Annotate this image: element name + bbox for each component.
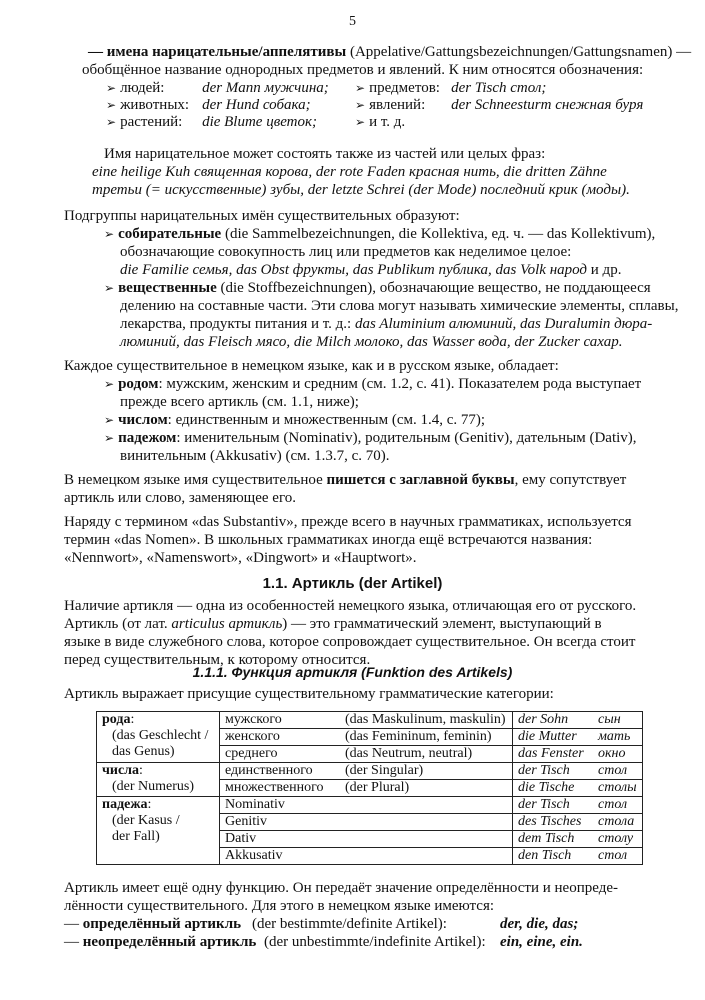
number-line-text: : единственным и множественным (см. 1.4, с. 77); bbox=[167, 412, 486, 428]
table-example-ru: стол bbox=[598, 763, 628, 778]
material-line3a: лекарства, продукты питания и т. д.: bbox=[120, 316, 355, 332]
terms-line2: термин «das Nomen». В школьных грамматиках иногда ещё встречаются названия: bbox=[64, 532, 593, 548]
phrases-line2 bbox=[92, 182, 630, 199]
table-category-subtitle: (der Numerus) bbox=[112, 779, 195, 794]
appellative-item-example: der Hund собака; bbox=[202, 97, 311, 113]
article-line4: перед существительным, к которому относится. bbox=[64, 652, 371, 668]
arrow-bullet-icon: ➢ bbox=[104, 281, 115, 295]
table-example-cell bbox=[513, 729, 643, 746]
article-line1: Наличие артикля — одна из особенностей немецкого языка, отличающая его от русского. bbox=[64, 598, 637, 614]
table-example-ru: стола bbox=[598, 814, 635, 829]
gender-line2: прежде всего артикль (см. 1.1, ниже); bbox=[120, 394, 359, 410]
material-line1-text: (die Stoffbezeichnungen), обозначающие вещество, не поддающееся bbox=[216, 280, 651, 296]
case-term: падежом bbox=[118, 430, 177, 446]
table-form-cell bbox=[220, 712, 513, 729]
section-heading-1-1: 1.1. Артикль (der Artikel) bbox=[262, 575, 443, 592]
table-example-ru: мать bbox=[598, 729, 631, 744]
table-category-subtitle: (der Kasus / bbox=[112, 813, 180, 828]
table-category-cell bbox=[97, 712, 220, 763]
table-example-cell bbox=[513, 763, 643, 780]
arrow-bullet-icon: ➢ bbox=[106, 115, 117, 129]
material-line4-text: люминий, das Fleisch мясо, die Milch молоко, das Wasser вода, der Zucker сахар. bbox=[120, 334, 623, 350]
collective-line1-text: (die Sammelbezeichnungen, die Kollektiva, ед. ч. — das Kollektivum), bbox=[221, 226, 656, 242]
collective-line2: обозначающие совокупность лиц или предметов как неделимое целое: bbox=[120, 244, 572, 260]
table-form-cell bbox=[220, 814, 513, 831]
definite-article-row bbox=[64, 916, 241, 933]
arrow-bullet-icon: ➢ bbox=[104, 413, 115, 427]
table-example-ru: стол bbox=[598, 797, 628, 812]
definite-term: определённый артикль bbox=[82, 916, 242, 932]
table-form-cell bbox=[220, 831, 513, 848]
table-example-cell bbox=[513, 746, 643, 763]
collective-examples bbox=[120, 262, 621, 279]
indefinite-de: (der unbestimmte/indefinite Artikel): bbox=[264, 934, 486, 950]
gender-line1 bbox=[104, 376, 641, 393]
material-line4 bbox=[120, 334, 623, 351]
case-line2: винительным (Akkusativ) (см. 1.3.7, с. 70). bbox=[120, 448, 390, 464]
appellative-item bbox=[106, 114, 329, 131]
appellative-item bbox=[355, 80, 643, 97]
arrow-bullet-icon: ➢ bbox=[355, 81, 366, 95]
page-number: 5 bbox=[349, 14, 356, 29]
definite-forms bbox=[500, 916, 578, 933]
table-form-ru: Nominativ bbox=[225, 797, 285, 812]
article-line3: языке в виде служебного слова, которое сопровождает существительное. Он всегда стоит bbox=[64, 634, 636, 650]
subgroups-intro: Подгруппы нарицательных имён существительных образуют: bbox=[64, 208, 460, 224]
table-example-cell bbox=[513, 848, 643, 865]
table-category-colon: : bbox=[139, 763, 143, 778]
table-example-cell bbox=[513, 712, 643, 729]
table-category-subtitle: der Fall) bbox=[112, 829, 160, 844]
phrases-line1-text: eine heilige Kuh священная корова, der rote Faden красная нить, die dritten Zähne bbox=[92, 164, 607, 180]
material-line3b: das Aluminium алюминий, das Duralumin дюра- bbox=[354, 316, 653, 332]
appellative-items-left bbox=[106, 80, 329, 131]
table-example-cell bbox=[513, 814, 643, 831]
table-form-ru: среднего bbox=[225, 746, 278, 761]
table-example-de: der Sohn bbox=[518, 712, 569, 727]
table-example-ru: столы bbox=[598, 780, 637, 795]
table-example-ru: стол bbox=[598, 848, 628, 863]
table-category-name: падежа bbox=[102, 797, 148, 812]
table-form-ru: мужского bbox=[225, 712, 282, 727]
arrow-bullet-icon: ➢ bbox=[104, 377, 115, 391]
categories-intro: Каждое существительное в немецком языке, как и в русском языке, обладает: bbox=[64, 358, 559, 374]
function-intro: Артикль выражает присущие существительному грамматические категории: bbox=[64, 686, 554, 702]
case-line1-text: : именительным (Nominativ), родительным (Genitiv), дательным (Dativ), bbox=[176, 430, 637, 446]
table-row bbox=[97, 763, 643, 780]
table-example-de: der Tisch bbox=[518, 763, 570, 778]
definite-de: (der bestimmte/definite Artikel): bbox=[252, 916, 447, 932]
table-form-ru: Dativ bbox=[225, 831, 257, 846]
appellative-item bbox=[355, 114, 643, 131]
terms-line1: Наряду с термином «das Substantiv», прежде всего в научных грамматиках, используется bbox=[64, 514, 632, 530]
table-example-de: dem Tisch bbox=[518, 831, 575, 846]
table-form-de: (das Femininum, feminin) bbox=[345, 729, 492, 744]
table-example-de: des Tisches bbox=[518, 814, 582, 829]
table-form-cell bbox=[220, 729, 513, 746]
appellative-item-example: die Blume цветок; bbox=[202, 114, 318, 130]
table-example-de: der Tisch bbox=[518, 797, 570, 812]
material-line3 bbox=[120, 316, 652, 333]
appellative-item-example: der Schneesturm снежная буря bbox=[451, 97, 644, 113]
capital-line2: артикль или слово, заменяющее его. bbox=[64, 490, 296, 506]
definiteness-line1: Артикль имеет ещё одну функцию. Он передаёт значение определённости и неопреде- bbox=[64, 880, 618, 896]
article-categories-table bbox=[96, 711, 643, 865]
indefinite-term: неопределённый артикль bbox=[82, 934, 257, 950]
appellative-heading bbox=[88, 44, 691, 61]
collective-examples-end: и др. bbox=[587, 262, 622, 278]
phrases-line1 bbox=[92, 164, 607, 181]
appellative-item-label: людей: bbox=[120, 80, 165, 96]
table-form-ru: единственного bbox=[225, 763, 313, 778]
table-form-ru: множественного bbox=[225, 780, 324, 795]
appellative-item-label: и т. д. bbox=[369, 114, 406, 130]
table-example-cell bbox=[513, 831, 643, 848]
article-line2b: articulus артикль bbox=[171, 616, 283, 632]
appellative-item-example: der Tisch стол; bbox=[451, 80, 547, 96]
appellative-item bbox=[355, 97, 643, 114]
table-category-cell bbox=[97, 797, 220, 865]
article-line2c: ) — это грамматический элемент, выступающий в bbox=[282, 616, 602, 632]
table-category-name: числа bbox=[102, 763, 140, 778]
table-form-cell bbox=[220, 848, 513, 865]
appellative-item-label: животных: bbox=[120, 97, 190, 113]
arrow-bullet-icon: ➢ bbox=[104, 431, 115, 445]
table-form-cell bbox=[220, 780, 513, 797]
appellative-item-example: der Mann мужчина; bbox=[202, 80, 329, 96]
table-form-de: (der Plural) bbox=[345, 780, 410, 795]
table-category-cell bbox=[97, 763, 220, 797]
appellative-item-label: явлений: bbox=[369, 97, 426, 113]
capital-line1b: пишется с заглавной буквы bbox=[326, 472, 515, 488]
table-category-name: рода bbox=[102, 712, 131, 727]
section-heading-1-1-1: 1.1.1. Функция артикля (Funktion des Artikels) bbox=[192, 664, 513, 680]
table-form-cell bbox=[220, 797, 513, 814]
table-example-cell bbox=[513, 797, 643, 814]
gender-line1-text: : мужским, женским и средним (см. 1.2, с. 41). Показателем рода выступает bbox=[158, 376, 642, 392]
table-form-ru: Akkusativ bbox=[225, 848, 283, 863]
table-example-de: die Tische bbox=[518, 780, 575, 795]
table-example-ru: сын bbox=[598, 712, 621, 727]
phrases-line2-text: третьи (= искусственные) зубы, der letzte Schrei (der Mode) последний крик (моды). bbox=[92, 182, 630, 198]
table-category-subtitle: das Genus) bbox=[112, 744, 175, 759]
arrow-bullet-icon: ➢ bbox=[355, 98, 366, 112]
number-line bbox=[104, 412, 485, 429]
definite-dash: — bbox=[64, 916, 83, 932]
collective-term: собирательные bbox=[118, 226, 222, 242]
appellative-item-label: растений: bbox=[120, 114, 183, 130]
table-category-colon: : bbox=[130, 712, 135, 727]
appellative-items-right bbox=[355, 80, 643, 131]
indefinite-forms-text: ein, eine, ein. bbox=[500, 934, 583, 950]
table-form-cell bbox=[220, 763, 513, 780]
terms-line3: «Nennwort», «Namenswort», «Dingwort» и «Hauptwort». bbox=[64, 550, 417, 566]
table-form-de: (der Singular) bbox=[345, 763, 424, 778]
table-category-colon: : bbox=[147, 797, 152, 812]
capital-line1c: , ему сопутствует bbox=[514, 472, 627, 488]
arrow-bullet-icon: ➢ bbox=[106, 98, 117, 112]
material-term: вещественные bbox=[118, 280, 217, 296]
material-line1 bbox=[104, 280, 651, 297]
appellative-term-tail: (Appelative/Gattungsbezeichnungen/Gattungsnamen) — bbox=[346, 44, 692, 60]
indefinite-forms bbox=[500, 934, 583, 951]
material-line2: делению на составные части. Эти слова могут называть химические элементы, сплавы, bbox=[120, 298, 679, 314]
case-line1 bbox=[104, 430, 637, 447]
table-example-de: die Mutter bbox=[518, 729, 577, 744]
table-example-ru: окно bbox=[598, 746, 626, 761]
capital-line1a: В немецком языке имя существительное bbox=[64, 472, 327, 488]
phrases-intro: Имя нарицательное может состоять также из частей или целых фраз: bbox=[104, 146, 546, 162]
indefinite-dash: — bbox=[64, 934, 83, 950]
appellative-item bbox=[106, 80, 329, 97]
table-form-cell bbox=[220, 746, 513, 763]
appellative-item bbox=[106, 97, 329, 114]
capital-line1 bbox=[64, 472, 626, 489]
appellative-desc: обобщённое название однородных предметов и явлений. К ним относятся обозначения: bbox=[82, 62, 644, 78]
table-form-de: (das Neutrum, neutral) bbox=[345, 746, 473, 761]
table-example-de: den Tisch bbox=[518, 848, 572, 863]
table-category-subtitle: (das Geschlecht / bbox=[112, 728, 209, 743]
article-line2a: Артикль (от лат. bbox=[64, 616, 172, 632]
table-row bbox=[97, 712, 643, 729]
number-term: числом bbox=[118, 412, 168, 428]
arrow-bullet-icon: ➢ bbox=[104, 227, 115, 241]
collective-examples-text: die Familie семья, das Obst фрукты, das Publikum публика, das Volk народ bbox=[120, 262, 588, 278]
table-example-ru: столу bbox=[598, 831, 634, 846]
table-form-ru: женского bbox=[225, 729, 280, 744]
article-line2 bbox=[64, 616, 602, 633]
appellative-term: — имена нарицательные/аппелятивы bbox=[88, 44, 347, 60]
definiteness-line2: лённости существительного. Для этого в немецком языке имеются: bbox=[64, 898, 495, 914]
table-example-de: das Fenster bbox=[518, 746, 584, 761]
definite-forms-text: der, die, das; bbox=[500, 916, 579, 932]
table-form-de: (das Maskulinum, maskulin) bbox=[345, 712, 506, 727]
appellative-item-label: предметов: bbox=[369, 80, 440, 96]
table-example-cell bbox=[513, 780, 643, 797]
table-form-ru: Genitiv bbox=[225, 814, 267, 829]
indefinite-article-row bbox=[64, 934, 256, 951]
arrow-bullet-icon: ➢ bbox=[355, 115, 366, 129]
table-row bbox=[97, 797, 643, 814]
gender-term: родом bbox=[118, 376, 159, 392]
collective-line1 bbox=[104, 226, 655, 243]
arrow-bullet-icon: ➢ bbox=[106, 81, 117, 95]
